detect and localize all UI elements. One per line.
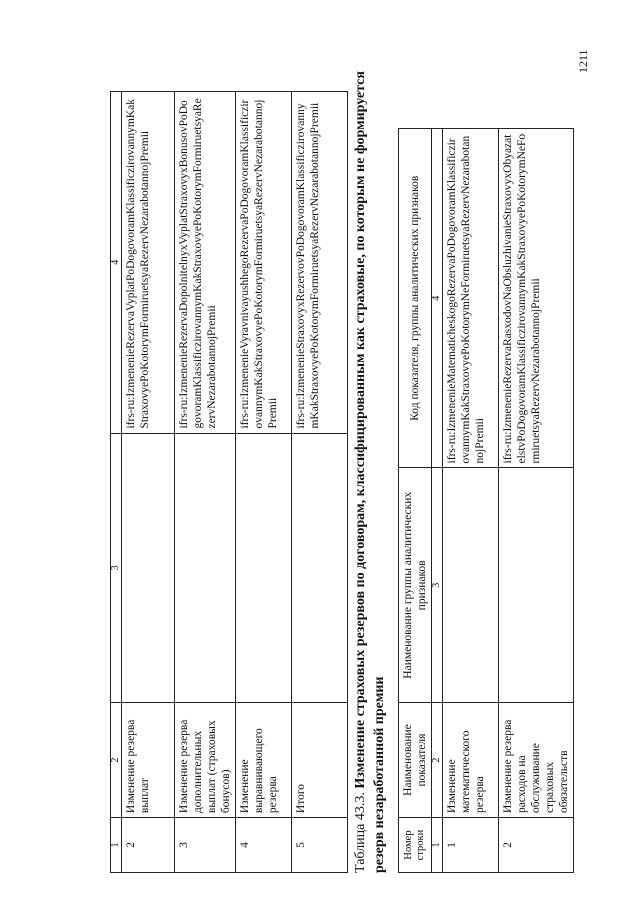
group-name: [175, 433, 236, 703]
group-name: [236, 433, 292, 703]
indicator-name: Изменение резерва дополнительных выплат (страховых бонусов): [175, 703, 236, 818]
table-row: [175, 92, 236, 873]
col-number: 2: [111, 703, 122, 818]
row-number: 4: [236, 818, 292, 873]
column-number-row: [432, 129, 443, 873]
indicator-code: ifrs-ru:IzmenenieVyravnivayushhegoRezervaPoDogovoramKlassificzirovannymKakStraxovyePoKotorymFormiruetsyaRezervNezarabotannojPremii: [236, 92, 292, 434]
header-indicator-code: Код показателя, группы аналитических признаков: [399, 129, 432, 468]
table-caption-text: Изменение страховых резервов по договорам, классифицированным как страховые, по которым не формируется резерв незаработанной премии: [353, 71, 387, 873]
table-row: [236, 92, 292, 873]
row-number: 3: [175, 818, 236, 873]
indicator-code: ifrs-ru:IzmenenieRezervaDopolnitelnyxVyplatStraxovyxBonusovPoDogovoramKlassificzirovannymKakStraxovyePoKotorymFormiruetsyaRezervNezarabotannojPremii: [175, 92, 236, 434]
group-name: [122, 433, 175, 703]
group-name: [499, 468, 574, 703]
indicator-code: ifrs-ru:IzmenenieMatematicheskogoRezervaPoDogovoramKlassificzirovannymKakStraxovyePoKotorymNeFormiruetsyaRezervNezarabotannojPremii: [443, 129, 499, 468]
header-indicator-name: Наименование показателя: [399, 703, 432, 818]
indicator-code: ifrs-ru:IzmenenieStraxovyxRezervovPoDogovoramKlassificzirovannymKakStraxovyePoKotorymFormiruetsyaRezervNezarabotannojPremii: [292, 92, 348, 434]
col-number: 3: [111, 433, 122, 703]
col-number: 3: [432, 468, 443, 703]
table-header-row: [399, 129, 432, 873]
indicator-name: Изменение резерва расходов на обслуживание страховых обязательств: [499, 703, 574, 818]
header-row-number: Номер строки: [399, 818, 432, 873]
indicator-code: ifrs-ru:IzmenenieRezervaVyplatPoDogovoramKlassificzirovannymKakStraxovyePoKotorymFormiruetsyaRezervNezarabotannojPremii: [122, 92, 175, 434]
col-number: 2: [432, 703, 443, 818]
group-name: [443, 468, 499, 703]
group-name: [292, 433, 348, 703]
table-row: [122, 92, 175, 873]
col-number: 4: [432, 129, 443, 468]
table-row: [292, 92, 348, 873]
indicator-code: ifrs-ru:IzmenenieRezervaRasxodovNaObsluzhivanieStraxovyxObyazatelstvPoDogovoramKlassificzirovannymKakStraxovyePoKotorymNeFormiruetsyaRezervNezarabotannojPremii: [499, 129, 574, 468]
row-number: 1: [443, 818, 499, 873]
table-caption: [351, 53, 389, 873]
table-continued: [110, 91, 348, 873]
indicator-name: Изменение резерва выплат: [122, 703, 175, 818]
col-number: 4: [111, 92, 122, 434]
table-caption-number: Таблица 43.3.: [353, 792, 368, 873]
col-number: 1: [432, 818, 443, 873]
column-number-row: [111, 92, 122, 873]
row-number: 2: [499, 818, 574, 873]
header-group-name: Наименование группы аналитических признаков: [399, 468, 432, 703]
indicator-name: Итого: [292, 703, 348, 818]
col-number: 1: [111, 818, 122, 873]
table-row: [499, 129, 574, 873]
row-number: 2: [122, 818, 175, 873]
page-number: 1211: [576, 49, 590, 73]
row-number: 5: [292, 818, 348, 873]
indicator-name: Изменение выравнивающего резерва: [236, 703, 292, 818]
table-43-3: [398, 128, 574, 873]
indicator-name: Изменение математического резерва: [443, 703, 499, 818]
table-row: [443, 129, 499, 873]
